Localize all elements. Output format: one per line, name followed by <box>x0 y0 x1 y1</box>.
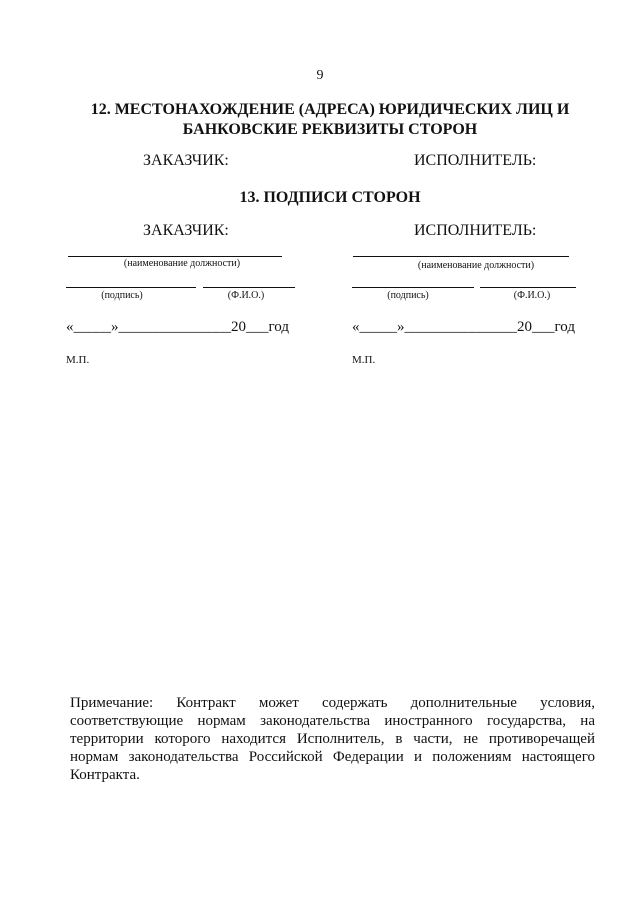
contractor-position-line <box>353 256 569 257</box>
page-number: 9 <box>316 68 324 83</box>
customer-signature-line <box>66 287 196 288</box>
customer-name-caption: (Ф.И.О.) <box>227 290 265 301</box>
customer-name-line <box>203 287 295 288</box>
contractor-position-caption: (наименование должности) <box>417 260 535 271</box>
section-12-title-line-1: 12. МЕСТОНАХОЖДЕНИЕ (АДРЕСА) ЮРИДИЧЕСКИХ ЛИЦ И <box>90 101 570 118</box>
section-12-customer-label: ЗАКАЗЧИК: <box>143 152 229 169</box>
contractor-name-caption: (Ф.И.О.) <box>513 290 551 301</box>
section-13-title: 13. ПОДПИСИ СТОРОН <box>239 189 421 206</box>
contractor-signature-line <box>352 287 474 288</box>
section-12-title-line-2: БАНКОВСКИЕ РЕКВИЗИТЫ СТОРОН <box>182 121 478 138</box>
customer-date-line: «_____»_______________20___год <box>66 319 289 335</box>
contractor-name-line <box>480 287 576 288</box>
contractor-date-line: «_____»_______________20___год <box>352 319 575 335</box>
contractor-signature-caption: (подпись) <box>387 290 429 301</box>
customer-stamp-label: М.П. <box>66 354 90 366</box>
section-13-contractor-label: ИСПОЛНИТЕЛЬ: <box>414 222 537 239</box>
section-13-customer-label: ЗАКАЗЧИК: <box>143 222 229 239</box>
section-12-contractor-label: ИСПОЛНИТЕЛЬ: <box>414 152 537 169</box>
note-paragraph: Примечание: Контракт может содержать дополнительные условия, соответствующие нормам законодательства иностранного государства, на территории которого находится Исполнитель, в части, не противоречащей нормам законодательства Российской Федерации и положениям настоящего Контракта. <box>70 695 595 783</box>
customer-position-caption: (наименование должности) <box>123 258 241 269</box>
customer-position-line <box>68 256 282 257</box>
customer-signature-caption: (подпись) <box>101 290 143 301</box>
contractor-stamp-label: М.П. <box>352 354 376 366</box>
